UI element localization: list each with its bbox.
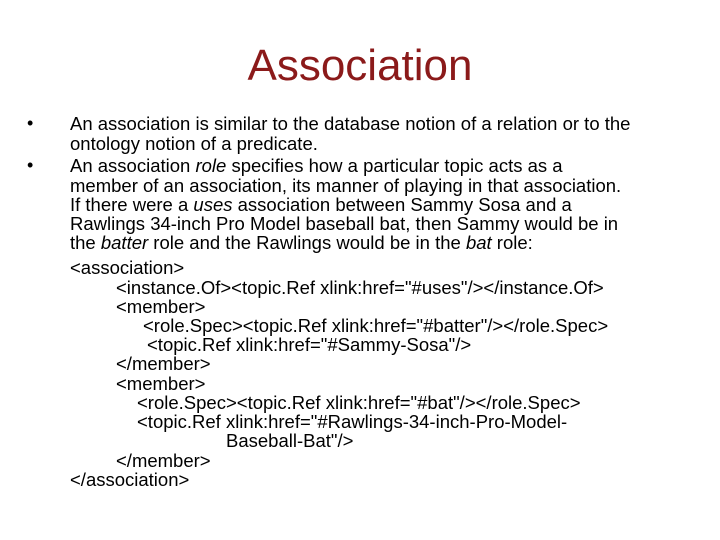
bullet-2-line-3 [70,195,710,215]
text-run: specifies how a particular topic acts as a [226,155,563,176]
text-run: association between Sammy Sosa and a [232,194,572,215]
xml-line-topic-ref-sammy: <topic.Ref xlink:href="#Sammy-Sosa"/> [147,334,472,355]
emphasis-uses: uses [193,194,233,215]
bullet-2-line-2: member of an association, its manner of playing in that association. [70,175,622,196]
bullet-2-line-4: Rawlings 34-inch Pro Model baseball bat, then Sammy would be in [70,213,619,234]
xml-line-instance-of: <instance.Of><topic.Ref xlink:href="#uses"/></instance.Of> [116,277,604,298]
bullet-2-line-1 [70,156,710,176]
xml-line-member-close-2: </member> [116,450,211,471]
xml-line-topic-ref-rawlings-cont: Baseball-Bat"/> [226,430,354,451]
text-run: An association [70,155,196,176]
text-run: role and the Rawlings would be in the [148,232,466,253]
text-run: If there were a [70,194,194,215]
emphasis-role: role [195,155,227,176]
bullet-2-line-5 [70,233,710,253]
xml-line-association-close: </association> [70,469,190,490]
emphasis-bat: bat [465,232,492,253]
xml-line-association-open: <association> [70,257,185,278]
bullet-1-line-2: ontology notion of a predicate. [70,133,318,154]
xml-line-topic-ref-rawlings: <topic.Ref xlink:href="#Rawlings-34-inch-Pro-Model- [137,411,568,432]
xml-line-role-spec-bat: <role.Spec><topic.Ref xlink:href="#bat"/></role.Spec> [137,392,581,413]
xml-line-member-open-2: <member> [116,373,206,394]
emphasis-batter: batter [100,232,149,253]
text-run: role: [491,232,533,253]
text-run: the [70,232,101,253]
xml-line-member-open: <member> [116,296,206,317]
bullet-1-line-1: An association is similar to the database notion of a relation or to the [70,113,631,134]
bullet-marker: • [27,113,34,133]
slide-title: Association [247,41,473,90]
xml-line-member-close: </member> [116,353,211,374]
bullet-marker: • [27,155,34,175]
xml-line-role-spec-batter: <role.Spec><topic.Ref xlink:href="#batter"/></role.Spec> [143,315,609,336]
